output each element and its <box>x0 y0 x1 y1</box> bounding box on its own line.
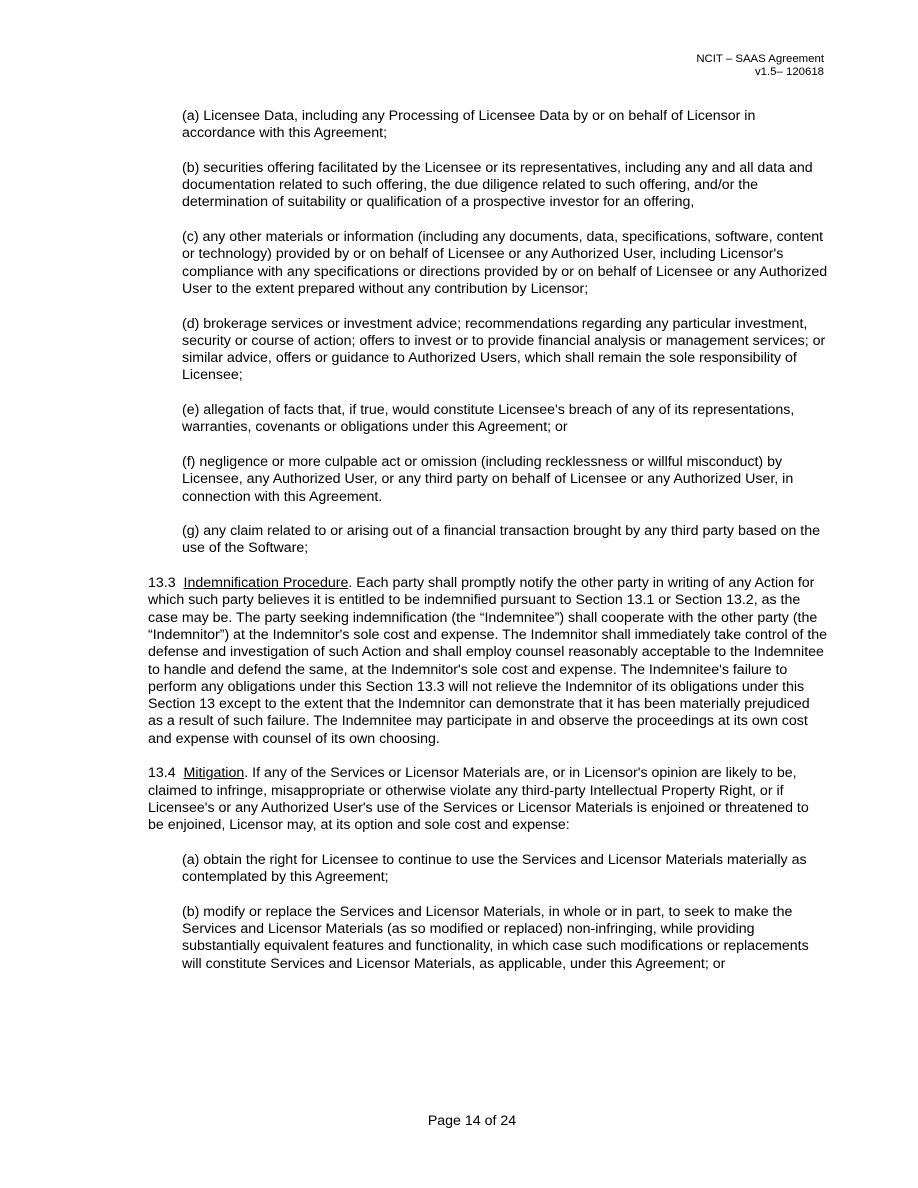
list-item: (b) modify or replace the Services and Licensor Materials, in whole or in part, to seek to make the Services and Licensor Materials (as so modified or replaced) non-infringing, while providing substantially equivalent features and functionality, in which case such modifications or replacements will constitute Services and Licensor Materials, as applicable, under this Agreement; or <box>182 903 809 972</box>
section-heading: Mitigation <box>183 765 245 782</box>
list-item: (a) Licensee Data, including any Processing of Licensee Data by or on behalf of Licensor in accordance with this Agreement; <box>182 108 756 142</box>
mitigation-items-list <box>148 852 828 973</box>
section-number: 13.3 <box>148 575 176 592</box>
header-version: v1.5– 120618 <box>754 66 824 78</box>
list-item: (b) securities offering facilitated by the Licensee or its representatives, including any and all data and documentation related to such offering, the due diligence related to such offering, and/or the determination of suitability or qualification of a prospective investor for an offering, <box>182 159 813 211</box>
page-number: Page 14 of 24 <box>427 1113 517 1129</box>
list-item: (c) any other materials or information (including any documents, data, specifications, software, content or technology) provided by or on behalf of Licensee or any Authorized User, including Licensor's compliance with any specifications or directions provided by or on behalf of Licensee or any Authorized User to the extent prepared without any contribution by Licensor; <box>182 229 828 297</box>
document-header <box>696 53 824 79</box>
header-title: NCIT – SAAS Agreement <box>696 53 824 65</box>
page-body <box>148 108 828 990</box>
indemnification-items-list <box>148 108 828 558</box>
section-13-4-paragraph <box>148 765 828 834</box>
section-heading: Indemnification Procedure <box>183 575 349 592</box>
section-body: . Each party shall promptly notify the other party in writing of any Action for which such party believes it is entitled to be indemnified pursuant to Section 13.1 or Section 13.2, as the case may be. The party seeking indemnification (the “Indemnitee”) shall cooperate with the other party (the “Indemnitor”) at the Indemnitor's sole cost and expense. The Indemnitor shall immediately take control of the defense and investigation of such Action and shall employ counsel reasonably acceptable to the Indemnitee to handle and defend the same, at the Indemnitor's sole cost and expense. The Indemnitee's failure to perform any obligations under this Section 13.3 will not relieve the Indemnitor of its obligations under this Section 13 except to the extent that the Indemnitor can demonstrate that it has been materially prejudiced as a result of such failure. The Indemnitee may participate in and observe the proceedings at its own cost and expense with counsel of its own choosing. <box>148 575 828 747</box>
list-item: (d) brokerage services or investment advice; recommendations regarding any particular investment, security or course of action; offers to invest or to provide financial analysis or management services; or similar advice, offers or guidance to Authorized Users, which shall remain the sole responsibility of Licensee; <box>182 315 826 384</box>
section-body: . If any of the Services or Licensor Materials are, or in Licensor's opinion are likely to be, claimed to infringe, misappropriate or otherwise violate any third-party Intellectual Property Right, or if Licensee's or any Authorized User's use of the Services or Licensor Materials is enjoined or threatened to be enjoined, Licensor may, at its option and sole cost and expense: <box>148 765 809 834</box>
section-13-3-paragraph <box>148 575 828 748</box>
list-item: (f) negligence or more culpable act or omission (including recklessness or willful misconduct) by Licensee, any Authorized User, or any third party on behalf of Licensee or any Authorized User, in connection with this Agreement. <box>182 453 794 505</box>
list-item: (e) allegation of facts that, if true, would constitute Licensee's breach of any of its representations, warranties, covenants or obligations under this Agreement; or <box>182 402 795 436</box>
section-number: 13.4 <box>148 765 176 782</box>
list-item: (a) obtain the right for Licensee to continue to use the Services and Licensor Materials materially as contemplated by this Agreement; <box>182 851 807 886</box>
list-item: (g) any claim related to or arising out of a financial transaction brought by any third party based on the use of the Software; <box>182 523 821 557</box>
